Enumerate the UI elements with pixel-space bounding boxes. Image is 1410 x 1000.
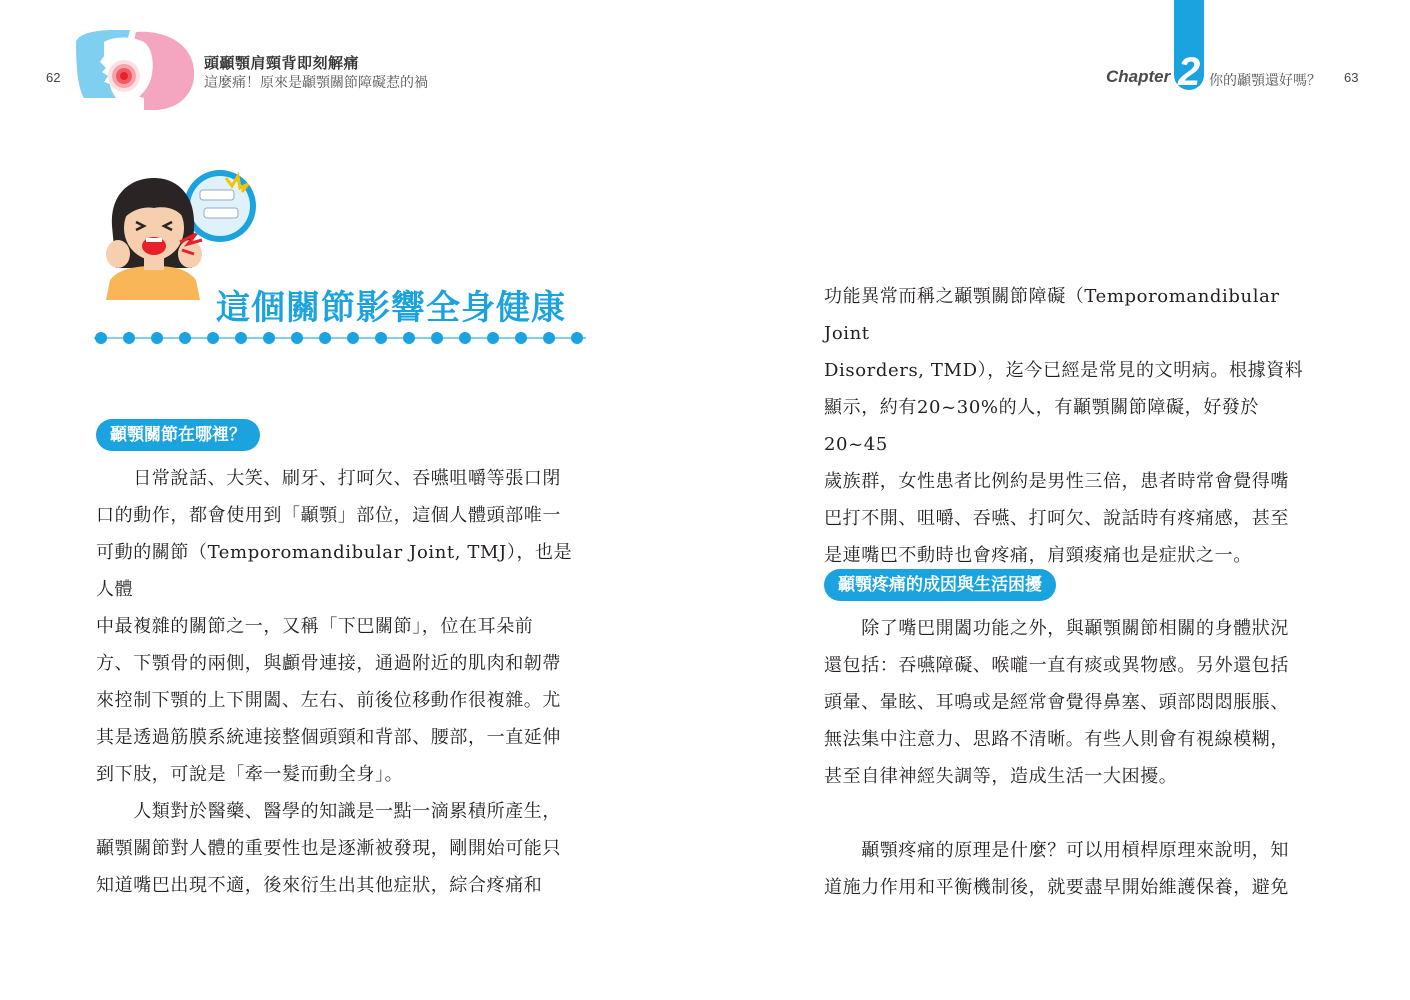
right-page-number: 63 bbox=[1344, 70, 1359, 85]
text-line: 是連嘴巴不動時也會疼痛，肩頸痠痛也是症狀之一。 bbox=[824, 545, 1252, 566]
text-line: 頭暈、暈眩、耳鳴或是經常會覺得鼻塞、頭部悶悶脹脹、 bbox=[824, 692, 1289, 713]
text-line: 功能異常而稱之顳顎關節障礙（Temporomandibular Joint bbox=[824, 286, 1280, 344]
text-line: 還包括：吞嚥障礙、喉嚨一直有痰或異物感。另外還包括 bbox=[824, 655, 1289, 676]
text-line: 其是透過筋膜系統連接整個頭頸和背部、腰部，一直延伸 bbox=[96, 727, 561, 748]
text-line: 口的動作，都會使用到「顳顎」部位，這個人體頭部唯一 bbox=[96, 505, 561, 526]
text-line: 巴打不開、咀嚼、吞嚥、打呵欠、說話時有疼痛感，甚至 bbox=[824, 508, 1289, 529]
text-line: 顳顎關節對人體的重要性也是逐漸被發現，剛開始可能只 bbox=[96, 838, 561, 859]
left-paragraph-2 bbox=[96, 793, 588, 904]
heading-causes-and-troubles: 顳顎疼痛的成因與生活困擾 bbox=[824, 569, 1056, 601]
chapter-title: 你的顳顎還好嗎？ bbox=[1209, 73, 1321, 89]
text-line: 除了嘴巴開闔功能之外，與顳顎關節相關的身體狀況 bbox=[824, 618, 1289, 639]
text-line: 顳顎疼痛的原理是什麼？可以用槓桿原理來說明，知 bbox=[824, 840, 1289, 861]
text-line: 人類對於醫藥、醫學的知識是一點一滴累積所產生， bbox=[96, 801, 561, 822]
text-line: 道施力作用和平衡機制後，就要盡早開始維護保養，避免 bbox=[824, 877, 1289, 898]
heading-where-is-tmj: 顳顎關節在哪裡？ bbox=[96, 419, 260, 451]
text-line: 到下肢，可說是「牽一髮而動全身」。 bbox=[96, 764, 404, 785]
text-line: Disorders, TMD），迄今已經是常見的文明病。根據資料 bbox=[824, 360, 1304, 381]
text-line: 來控制下顎的上下開闔、左右、前後位移動作很複雜。尤 bbox=[96, 690, 561, 711]
right-paragraph-3 bbox=[824, 832, 1316, 906]
book-subtitle: 這麼痛！原來是顳顎關節障礙惹的禍 bbox=[204, 75, 428, 91]
text-line: 無法集中注意力、思路不清晰。有些人則會有視線模糊， bbox=[824, 729, 1289, 750]
head-profiles-pain-logo-icon bbox=[74, 28, 198, 112]
right-paragraph-1 bbox=[824, 278, 1316, 574]
title-dotted-rule bbox=[94, 330, 586, 344]
text-line: 甚至自律神經失調等，造成生活一大困擾。 bbox=[824, 766, 1178, 787]
text-line: 日常說話、大笑、刷牙、打呵欠、吞嚥咀嚼等張口閉 bbox=[96, 468, 561, 489]
text-line: 方、下顎骨的兩側，與顱骨連接，通過附近的肌肉和韌帶 bbox=[96, 653, 561, 674]
text-line: 可動的關節（Temporomandibular Joint, TMJ），也是人體 bbox=[96, 542, 573, 600]
text-line: 中最複雜的關節之一，又稱「下巴關節」，位在耳朵前 bbox=[96, 616, 534, 637]
chapter-word: Chapter bbox=[1106, 67, 1171, 86]
text-line: 顯示，約有20~30%的人，有顳顎關節障礙，好發於20~45 bbox=[824, 397, 1259, 455]
text-line: 歲族群，女性患者比例約是男性三倍，患者時常會覺得嘴 bbox=[824, 471, 1289, 492]
book-title: 頭顳顎肩頸背即刻解痛 bbox=[204, 54, 360, 72]
chapter-number: 2 bbox=[1178, 50, 1201, 94]
text-line: 知道嘴巴出現不適，後來衍生出其他症狀，綜合疼痛和 bbox=[96, 875, 543, 896]
left-paragraph-1 bbox=[96, 460, 588, 793]
section-title: 這個關節影響全身健康 bbox=[216, 288, 566, 328]
right-paragraph-2 bbox=[824, 610, 1316, 795]
left-page-number: 62 bbox=[46, 70, 61, 85]
